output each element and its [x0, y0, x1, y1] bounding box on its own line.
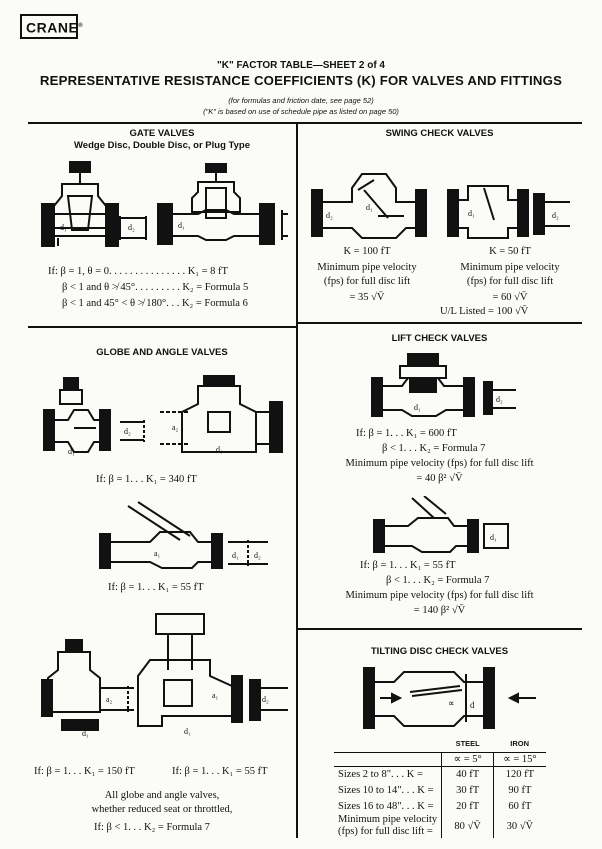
- angle-label-d2: d₂: [262, 695, 269, 704]
- top-rule: [28, 122, 582, 124]
- globe-label-d1-right: d₁: [216, 445, 223, 454]
- left-divider-1: [28, 326, 296, 328]
- row-label: Sizes 10 to 14". . . K =: [338, 784, 434, 796]
- tilting-disc-title: TILTING DISC CHECK VALVES: [370, 646, 509, 657]
- gate-valves-subtitle: Wedge Disc, Double Disc, or Plug Type: [74, 140, 250, 151]
- angle-formula-right: If: β = 1. . . K₁ = 55 fT: [172, 766, 268, 777]
- lift-formula-1: If: β = 1. . . K₁ = 600 fT: [356, 428, 457, 439]
- table-row: [334, 766, 546, 782]
- registered-mark: ®: [78, 23, 84, 29]
- row-label: Sizes 16 to 48". . . K =: [338, 800, 434, 812]
- y-label-a1: a₁: [154, 549, 161, 558]
- vel-iron: 30 √V̄: [494, 814, 546, 838]
- row-label: Sizes 2 to 8". . . K =: [338, 768, 423, 780]
- gate-valve-diagram: [38, 158, 288, 260]
- row-iron: 90 fT: [494, 782, 546, 798]
- lift-velocity-1: Minimum pipe velocity (fps) for full disc lift: [345, 458, 534, 469]
- gate-formula-1: If: β = 1, θ = 0. . . . . . . . . . . . . . . K₁ = 8 fT: [48, 266, 228, 277]
- lift-velocity-2: = 40 β² √V̄: [416, 473, 463, 484]
- lift-velocity-4: = 140 β² √V̄: [413, 605, 466, 616]
- table-row: [334, 814, 546, 838]
- globe-formula-4: If: β < 1. . . K₂ = Formula 7: [94, 822, 210, 833]
- globe-label-d1: d₁: [68, 447, 75, 456]
- tilting-disc-table: [334, 736, 546, 838]
- note-formulas: (for formulas and friction date, see page 52): [228, 96, 374, 105]
- swing-right-velocity-1: Minimum pipe velocity: [460, 262, 560, 273]
- y-label-d2: d₂: [254, 551, 261, 560]
- page-title: REPRESENTATIVE RESISTANCE COEFFICIENTS (K) FOR VALVES AND FITTINGS: [39, 73, 563, 88]
- y-lift-check-diagram: [372, 496, 512, 556]
- gate-formula-3: β < 1 and 45° < θ ≯ 180°. . . K₂ = Formula 6: [62, 298, 248, 309]
- angle-label-d1-tall: d₁: [184, 727, 191, 736]
- col-steel: STEEL: [455, 739, 480, 749]
- swing-label-d1: d₁: [366, 203, 373, 212]
- globe-note-2: whether reduced seat or throttled,: [91, 804, 233, 815]
- gate-valves-title: GATE VALVES: [129, 128, 195, 139]
- swing-right-velocity-3: = 60 √V̄: [492, 292, 528, 303]
- tilt-label-alpha: ∝: [448, 698, 455, 708]
- swing-right-k: K = 50 fT: [489, 246, 531, 257]
- vel-steel: 80 √V̄: [442, 814, 494, 838]
- row-iron: 120 fT: [494, 766, 546, 782]
- swing-label-d2-right: d₂: [552, 211, 559, 220]
- tilting-disc-diagram: [340, 662, 570, 734]
- row-steel: 30 fT: [442, 782, 494, 798]
- swing-label-d1-right: d₁: [468, 209, 475, 218]
- swing-left-k: K = 100 fT: [343, 246, 391, 257]
- angle-label-d1: d₁: [82, 729, 89, 738]
- globe-formula-2: If: β = 1. . . K₁ = 55 fT: [108, 582, 204, 593]
- angle-steel: ∝ = 5°: [442, 752, 494, 766]
- brand-name: CRANE: [26, 19, 79, 36]
- label-d2: d₂: [128, 223, 135, 232]
- tilt-label-d: d: [470, 700, 475, 710]
- lift-label-d2: d₂: [496, 395, 503, 404]
- swing-left-velocity-1: Minimum pipe velocity: [317, 262, 417, 273]
- label-d2-right: d₂: [268, 221, 275, 230]
- globe-note-1: All globe and angle valves,: [104, 790, 220, 801]
- swing-ul-listed: U/L Listed = 100 √V̄: [440, 306, 529, 317]
- right-divider-2: [297, 628, 582, 630]
- lift-check-title: LIFT CHECK VALVES: [391, 333, 488, 344]
- table-row: [334, 798, 546, 814]
- angle-label-a2: a₂: [106, 695, 113, 704]
- swing-left-velocity-3: = 35 √V̄: [349, 292, 385, 303]
- lift-label-d1: d₁: [414, 403, 421, 412]
- crane-logo: [20, 14, 84, 39]
- lift-velocity-3: Minimum pipe velocity (fps) for full disc lift: [345, 590, 534, 601]
- sheet-subtitle: "K" FACTOR TABLE—SHEET 2 of 4: [216, 60, 385, 71]
- right-divider-1: [297, 322, 582, 324]
- globe-valve-diagram: [40, 372, 290, 468]
- note-schedule: ("K" is based on use of schedule pipe as listed on page 50): [203, 107, 399, 116]
- lift-formula-4: β < 1. . . K₂ = Formula 7: [386, 575, 490, 586]
- swing-check-title: SWING CHECK VALVES: [385, 128, 494, 139]
- angle-iron: ∝ = 15°: [494, 752, 546, 766]
- globe-formula-1: If: β = 1. . . K₁ = 340 fT: [96, 474, 197, 485]
- swing-left-velocity-2: (fps) for full disc lift: [323, 276, 411, 287]
- angle-label-a1: a₁: [212, 691, 219, 700]
- row-steel: 40 fT: [442, 766, 494, 782]
- label-d1: d₁: [60, 223, 67, 232]
- globe-angle-title: GLOBE AND ANGLE VALVES: [96, 347, 228, 358]
- row-iron: 60 fT: [494, 798, 546, 814]
- lift-check-diagram: [370, 352, 520, 422]
- lift-formula-3: If: β = 1. . . K₁ = 55 fT: [360, 560, 456, 571]
- vel-label-2: (fps) for full disc lift =: [338, 826, 433, 837]
- swing-label-d2: d₂: [326, 211, 333, 220]
- ylift-label-d1: d₁: [490, 533, 497, 542]
- gate-formula-2: β < 1 and θ ≯ 45°. . . . . . . . . K₂ = Formula 5: [62, 282, 249, 293]
- table-row: [334, 782, 546, 798]
- angle-formula-left: If: β = 1. . . K₁ = 150 fT: [34, 766, 135, 777]
- globe-label-d2: d₂: [124, 427, 131, 436]
- label-d1-right: d₁: [178, 221, 185, 230]
- globe-label-a2: a₂: [172, 423, 179, 432]
- col-iron: IRON: [510, 739, 530, 749]
- swing-check-diagram: [308, 160, 578, 250]
- angle-valve-diagrams: [38, 610, 294, 760]
- row-steel: 20 fT: [442, 798, 494, 814]
- lift-formula-2: β < 1. . . K₂ = Formula 7: [382, 443, 486, 454]
- vel-label-1: Minimum pipe velocity: [338, 814, 438, 825]
- y-label-d1: d₁: [232, 551, 239, 560]
- y-pattern-globe-diagram: [98, 500, 278, 572]
- swing-right-velocity-2: (fps) for full disc lift: [466, 276, 554, 287]
